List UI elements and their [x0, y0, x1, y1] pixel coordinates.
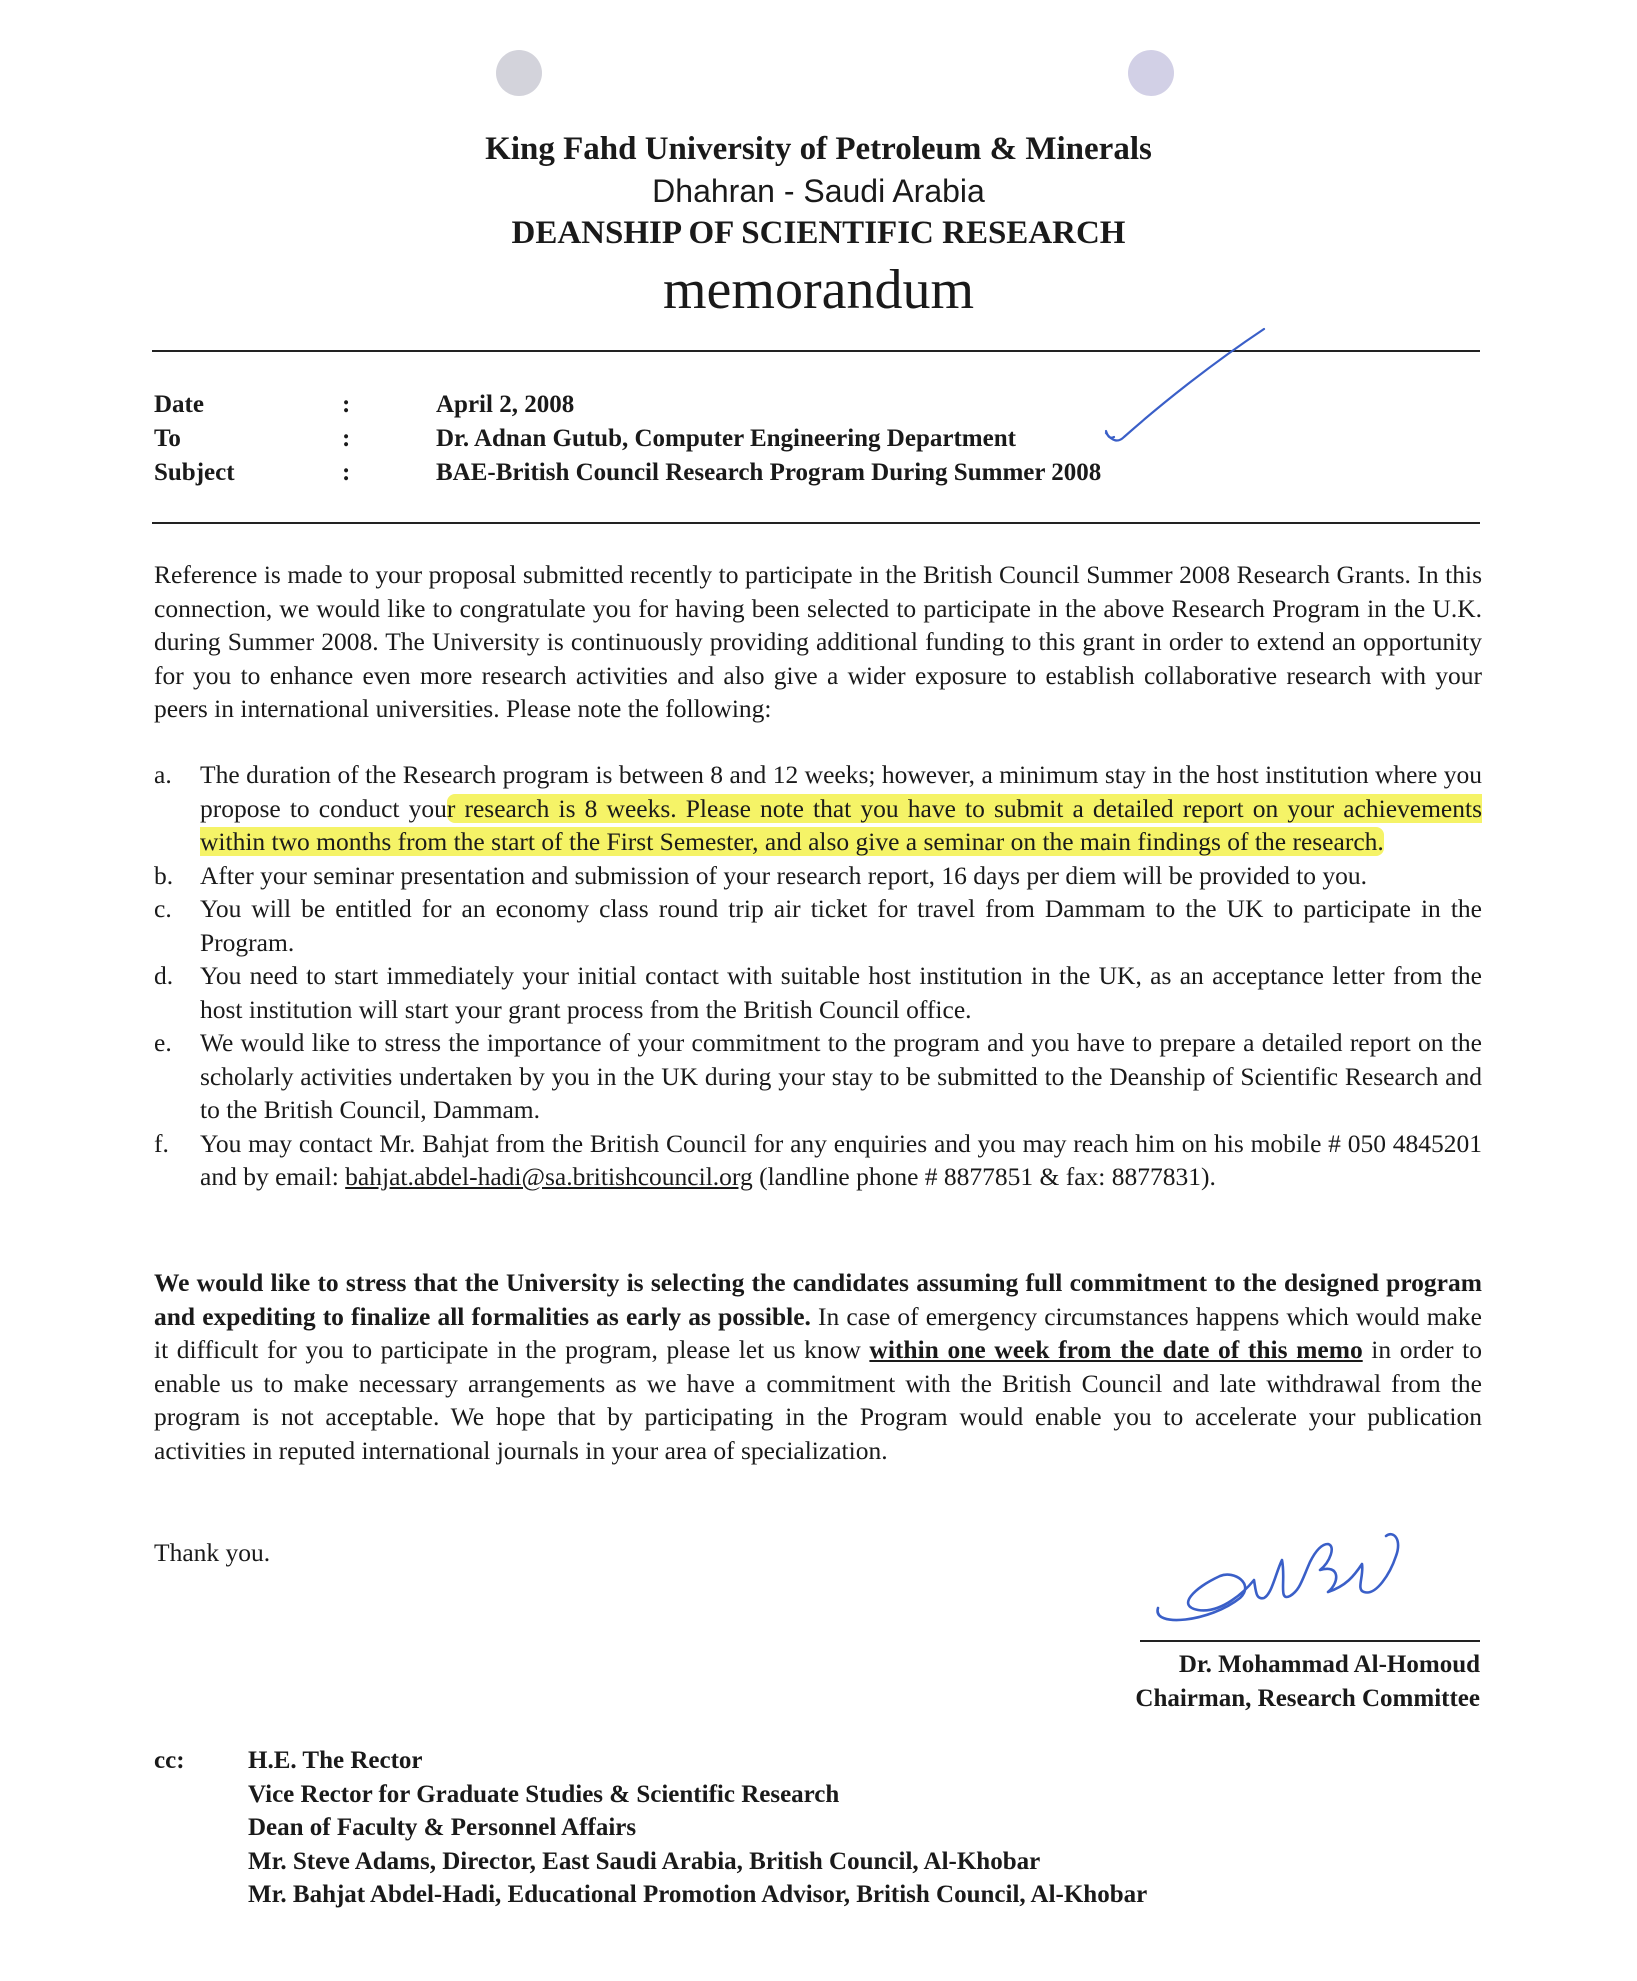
item-b-text: After your seminar presentation and submission of your research report, 16 days per diem will be provided to you. — [200, 860, 1368, 890]
item-a-text: The duration of the Research program is between 8 and 12 weeks; however, a minimum stay in the host institution where you propose to conduct you — [200, 760, 1482, 823]
department-name: DEANSHIP OF SCIENTIFIC RESEARCH — [511, 215, 1126, 251]
list-item-b — [154, 859, 1482, 893]
date-label: Date — [154, 391, 204, 418]
to-label: To — [154, 425, 181, 452]
subject-label: Subject — [154, 459, 235, 486]
item-d-text: You need to start immediately your initial contact with suitable host institution in the UK, as an acceptance letter from the host institution will start your grant process from the British Council office. — [200, 961, 1482, 1024]
deadline-text: within one week from the date of this memo — [869, 1335, 1363, 1364]
top-divider — [152, 350, 1480, 352]
signer-block — [1135, 1648, 1480, 1716]
conditions-list — [154, 758, 1482, 1194]
signature-icon — [1150, 1510, 1430, 1630]
university-name: King Fahd University of Petroleum & Minerals — [485, 131, 1152, 167]
document-type-title: memorandum — [662, 259, 975, 321]
thank-you: Thank you. — [154, 1538, 271, 1567]
cc-recipients — [248, 1744, 1147, 1912]
letterhead — [0, 128, 1637, 326]
to-separator: : — [342, 425, 351, 452]
location: Dhahran - Saudi Arabia — [652, 173, 985, 209]
subject-value: BAE-British Council Research Program During Summer 2008 — [436, 459, 1102, 486]
cc-recipient: Vice Rector for Graduate Studies & Scientific Research — [248, 1780, 840, 1808]
meta-divider — [152, 522, 1480, 524]
subject-separator: : — [342, 459, 351, 486]
closing-bold-text: We would like to stress that the University is selecting the candidates assuming full commitment to the designed program and expediting to finalize all formalities as early as possible. — [154, 1268, 1482, 1331]
signature-line — [1140, 1640, 1480, 1642]
item-f-text-after: (landline phone # 8877851 & fax: 8877831). — [752, 1162, 1216, 1191]
signer-title: Chairman, Research Committee — [1135, 1685, 1480, 1712]
list-item-f — [154, 1127, 1482, 1194]
list-marker: d. — [154, 961, 174, 990]
list-marker: a. — [154, 760, 172, 789]
item-c-text: You will be entitled for an economy class round trip air ticket for travel from Dammam to the UK to participate in the Program. — [200, 894, 1482, 957]
item-f-text: You may contact Mr. Bahjat from the British Council for any enquiries and you may reach him on his mobile # 050 4845201 and by email: — [200, 1128, 1482, 1191]
list-item-e — [154, 1026, 1482, 1127]
item-e-text: We would like to stress the importance of your commitment to the program and you have to prepare a detailed report on the scholarly activities undertaken by you in the UK during your stay to be submitted to the Deanship of Scientific Research and to the British Council, Dammam. — [200, 1028, 1482, 1124]
date-separator: : — [342, 391, 351, 418]
list-item-c — [154, 892, 1482, 959]
cc-recipient: Mr. Bahjat Abdel-Hadi, Educational Promotion Advisor, British Council, Al-Khobar — [248, 1881, 1148, 1908]
list-marker: f. — [154, 1128, 169, 1158]
closing-paragraph — [154, 1266, 1482, 1467]
cc-label: cc: — [154, 1747, 185, 1774]
closing-text: In case of emergency circumstances happens which would make it difficult for you to participate in the program, please let us know — [154, 1301, 1482, 1364]
list-item-a — [154, 758, 1482, 859]
highlighted-text: r research is 8 weeks. Please note that you have to submit a detailed report on your achievements within two months from the start of the First Semester, and also give a seminar on the main findings of the research. — [200, 793, 1482, 856]
list-marker: e. — [154, 1028, 172, 1057]
list-marker: b. — [154, 860, 174, 890]
email-link[interactable]: bahjat.abdel-hadi@sa.britishcouncil.org — [345, 1162, 753, 1191]
signer-name: Dr. Mohammad Al-Homoud — [1178, 1651, 1480, 1678]
closing-text-end: in order to enable us to make necessary arrangements as we have a commitment with the British Council and late withdrawal from the program is not acceptable. We hope that by participating in the Program would enable you to accelerate your publication activities in reputed international journals in your area of specialization. — [154, 1335, 1482, 1465]
punch-hole-right — [1128, 50, 1174, 96]
cc-recipient: Mr. Steve Adams, Director, East Saudi Arabia, British Council, Al-Khobar — [248, 1847, 1041, 1875]
cc-recipient: Dean of Faculty & Personnel Affairs — [248, 1814, 637, 1841]
punch-hole-left — [496, 50, 542, 96]
date-value: April 2, 2008 — [436, 391, 575, 418]
check-mark-icon — [1100, 325, 1270, 455]
list-item-d — [154, 959, 1482, 1026]
intro-paragraph: Reference is made to your proposal submitted recently to participate in the British Council Summer 2008 Research Grants. In this connection, we would like to congratulate you for having been selected to participate in the above Research Program in the U.K. during Summer 2008. The University is continuously providing additional funding to this grant in order to extend an opportunity for you to enhance even more research activities and also give a wider exposure to establish collaborative research with your peers in international universities. Please note the following: — [154, 560, 1482, 723]
to-value: Dr. Adnan Gutub, Computer Engineering Department — [436, 425, 1016, 452]
list-marker: c. — [154, 894, 172, 923]
cc-recipient: H.E. The Rector — [248, 1747, 423, 1774]
